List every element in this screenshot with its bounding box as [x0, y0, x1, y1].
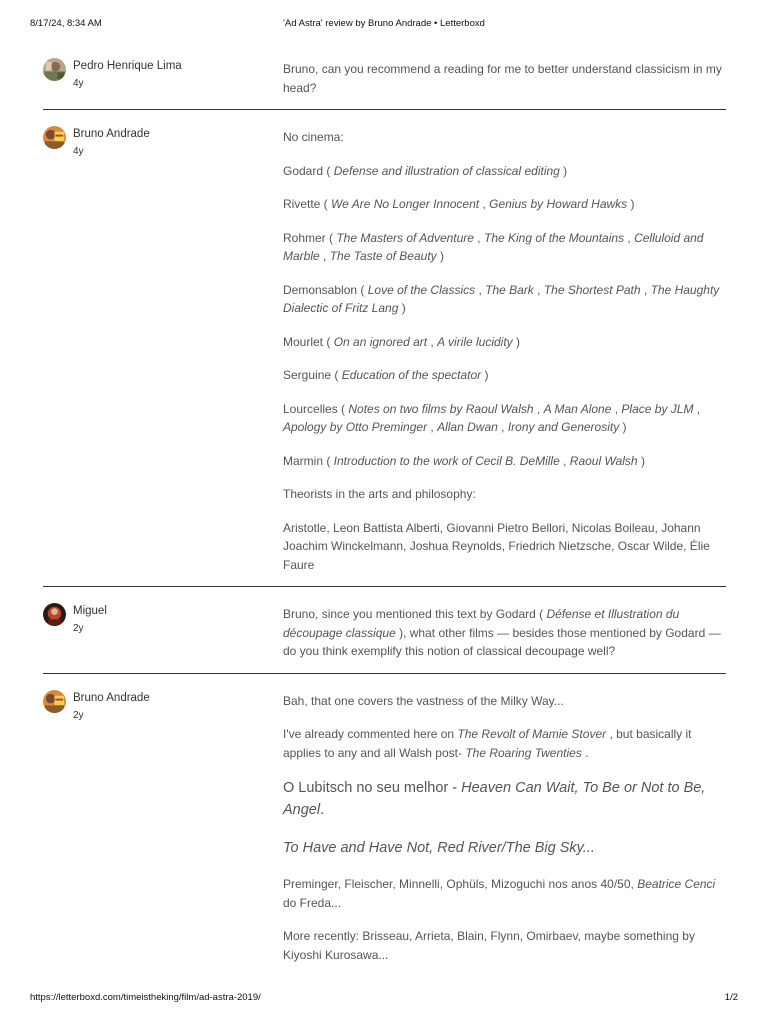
text-run: Rohmer (	[283, 230, 337, 245]
title-reference: The Revolt of Mamie Stover	[457, 727, 607, 741]
print-footer	[30, 992, 738, 1006]
comment-body	[283, 603, 726, 661]
comment	[43, 120, 726, 587]
comment-author-block	[43, 58, 283, 97]
comment-paragraph	[283, 162, 726, 181]
text-run: , but basically it applies to any and all Walsh post-	[283, 727, 692, 760]
text-run: Bruno, can you recommend a reading for me to better understand classicism in my head?	[283, 62, 722, 95]
comment-paragraph	[283, 400, 726, 437]
comment-author-block	[43, 603, 283, 661]
comment-paragraph	[283, 777, 726, 821]
text-run: I've already commented here on	[283, 727, 458, 741]
text-run: )	[512, 334, 521, 349]
comment-paragraph	[283, 692, 726, 711]
comment-time[interactable]: 4y	[73, 146, 84, 157]
text-run: O Lubitsch no seu melhor -	[283, 780, 462, 796]
text-run: Lourcelles (	[283, 401, 349, 416]
text-run: Aristotle, Leon Battista Alberti, Giovanni Pietro Bellori, Nicolas Boileau, Johann Joachim Winckelmann, Joshua Reynolds, Friedrich Nietzsche, Oscar Wilde, Élie Faure	[283, 520, 710, 572]
title-reference: Genius by Howard Hawks	[489, 197, 628, 211]
comment-paragraph	[283, 452, 726, 471]
text-run: .	[581, 745, 589, 760]
text-run: )	[436, 249, 445, 263]
comment-body	[283, 126, 726, 574]
title-reference: Raoul Walsh	[569, 453, 638, 468]
comment-paragraph	[283, 927, 726, 964]
comment-paragraph	[283, 605, 726, 661]
print-page-number: 1/2	[724, 992, 738, 1003]
comment-body	[283, 58, 726, 97]
text-run: ,	[427, 334, 438, 349]
title-reference: Défense et Illustration du découpage classique	[283, 607, 680, 640]
text-run: ,	[693, 401, 701, 416]
title-reference: A Man Alone	[543, 401, 612, 416]
title-reference: Education of the spectator	[341, 368, 482, 382]
avatar[interactable]	[43, 58, 66, 81]
title-reference: Place by JLM	[621, 401, 694, 416]
print-datetime: 8/17/24, 8:34 AM	[30, 18, 102, 29]
avatar[interactable]	[43, 126, 66, 149]
avatar[interactable]	[43, 603, 66, 626]
text-run: Bruno, since you mentioned this text by Godard (	[283, 607, 547, 621]
text-run: )	[398, 301, 406, 315]
title-reference: Notes on two films by Raoul Walsh	[348, 401, 534, 416]
author-name[interactable]: Bruno Andrade	[73, 128, 150, 140]
text-run: Theorists in the arts and philosophy:	[283, 487, 476, 501]
text-run: )	[481, 368, 489, 382]
comment-body	[283, 690, 726, 965]
comment-time[interactable]: 2y	[73, 709, 84, 721]
comment-paragraph	[283, 333, 726, 352]
text-run: ,	[533, 401, 544, 416]
title-reference: Defense and illustration of classical editing	[333, 163, 560, 178]
text-run: ), what other films — besides those mentioned by Godard — do you think exemplify this notion of classical decoupage well?	[283, 625, 721, 658]
title-reference: Introduction to the work of Cecil B. DeMille	[333, 453, 560, 468]
author-name[interactable]: Bruno Andrade	[73, 691, 150, 704]
comment-paragraph	[283, 128, 726, 147]
print-url: https://letterboxd.com/timeistheking/film/ad-astra-2019/	[30, 992, 261, 1003]
comment-paragraph	[283, 366, 726, 385]
title-reference: The King of the Mountains	[483, 230, 625, 245]
text-run: Demonsablon (	[283, 282, 368, 297]
text-run: ,	[533, 282, 544, 297]
comment-paragraph	[283, 837, 726, 859]
text-run: ,	[475, 282, 486, 297]
text-run: )	[627, 197, 635, 211]
title-reference: The Taste of Beauty	[329, 249, 437, 263]
text-run: ,	[640, 282, 651, 297]
text-run: ,	[427, 420, 438, 434]
text-run: No cinema:	[283, 130, 344, 144]
title-reference: The Haughty Dialectic of Fritz Lang	[283, 282, 720, 315]
print-header	[30, 18, 738, 32]
title-reference: Beatrice Cenci	[637, 877, 716, 891]
title-reference: The Roaring Twenties	[465, 745, 582, 760]
text-run: ,	[624, 230, 635, 245]
title-reference: On an ignored art	[333, 334, 428, 349]
author-name[interactable]: Pedro Henrique Lima	[73, 60, 182, 72]
author-name[interactable]: Miguel	[73, 605, 107, 617]
comment	[43, 684, 726, 977]
comment-paragraph	[283, 875, 726, 912]
comment-paragraph	[283, 485, 726, 504]
text-run: )	[619, 420, 627, 434]
comment-paragraph	[283, 519, 726, 575]
title-reference: The Bark	[485, 282, 534, 297]
comment-author-block	[43, 126, 283, 574]
title-reference: Allan Dwan	[437, 420, 498, 434]
comment-paragraph	[283, 229, 726, 266]
text-run: ,	[559, 453, 570, 468]
text-run: ,	[473, 230, 484, 245]
text-run: do Freda...	[283, 895, 342, 910]
text-run: )	[637, 453, 645, 468]
comment-time[interactable]: 4y	[73, 78, 84, 89]
title-reference: Heaven Can Wait, To Be or Not to Be, Angel	[283, 780, 706, 818]
comment-author-block	[43, 690, 283, 965]
comment-paragraph	[283, 281, 726, 318]
avatar[interactable]	[43, 690, 66, 713]
comment	[43, 52, 726, 110]
text-run: ,	[319, 249, 330, 263]
text-run: Rivette (	[283, 197, 332, 211]
text-run: ,	[497, 420, 508, 434]
title-reference: The Masters of Adventure	[336, 230, 474, 245]
comment-paragraph	[283, 60, 726, 97]
comment-paragraph	[283, 195, 726, 214]
text-run: )	[559, 163, 568, 178]
text-run: Preminger, Fleischer, Minnelli, Ophüls, Mizoguchi nos anos 40/50,	[283, 877, 638, 891]
comment-paragraph	[283, 725, 726, 762]
text-run: Serguine (	[283, 368, 342, 382]
text-run: ,	[611, 401, 622, 416]
comment-thread	[43, 52, 726, 976]
title-reference: The Shortest Path	[543, 282, 641, 297]
text-run: More recently: Brisseau, Arrieta, Blain, Flynn, Omirbaev, maybe something by Kiyoshi Kurosawa...	[283, 929, 695, 962]
text-run: Marmin (	[283, 453, 334, 468]
title-reference: Love of the Classics	[367, 282, 476, 297]
text-run: Mourlet (	[283, 334, 334, 349]
text-run: Bah, that one covers the vastness of the Milky Way...	[283, 693, 564, 708]
title-reference: Apology by Otto Preminger	[283, 420, 428, 434]
print-page-title: 'Ad Astra' review by Bruno Andrade • Letterboxd	[283, 18, 485, 29]
text-run: Godard (	[283, 163, 334, 178]
title-reference: We Are No Longer Innocent	[331, 197, 480, 211]
text-run: .	[320, 802, 325, 818]
comment-time[interactable]: 2y	[73, 623, 84, 634]
title-reference: To Have and Have Not, Red River/The Big Sky...	[283, 840, 595, 856]
title-reference: Irony and Generosity	[507, 420, 620, 434]
title-reference: Celluloid and Marble	[283, 230, 704, 263]
comment	[43, 597, 726, 674]
text-run: ,	[479, 197, 490, 211]
title-reference: A virile lucidity	[437, 334, 513, 349]
